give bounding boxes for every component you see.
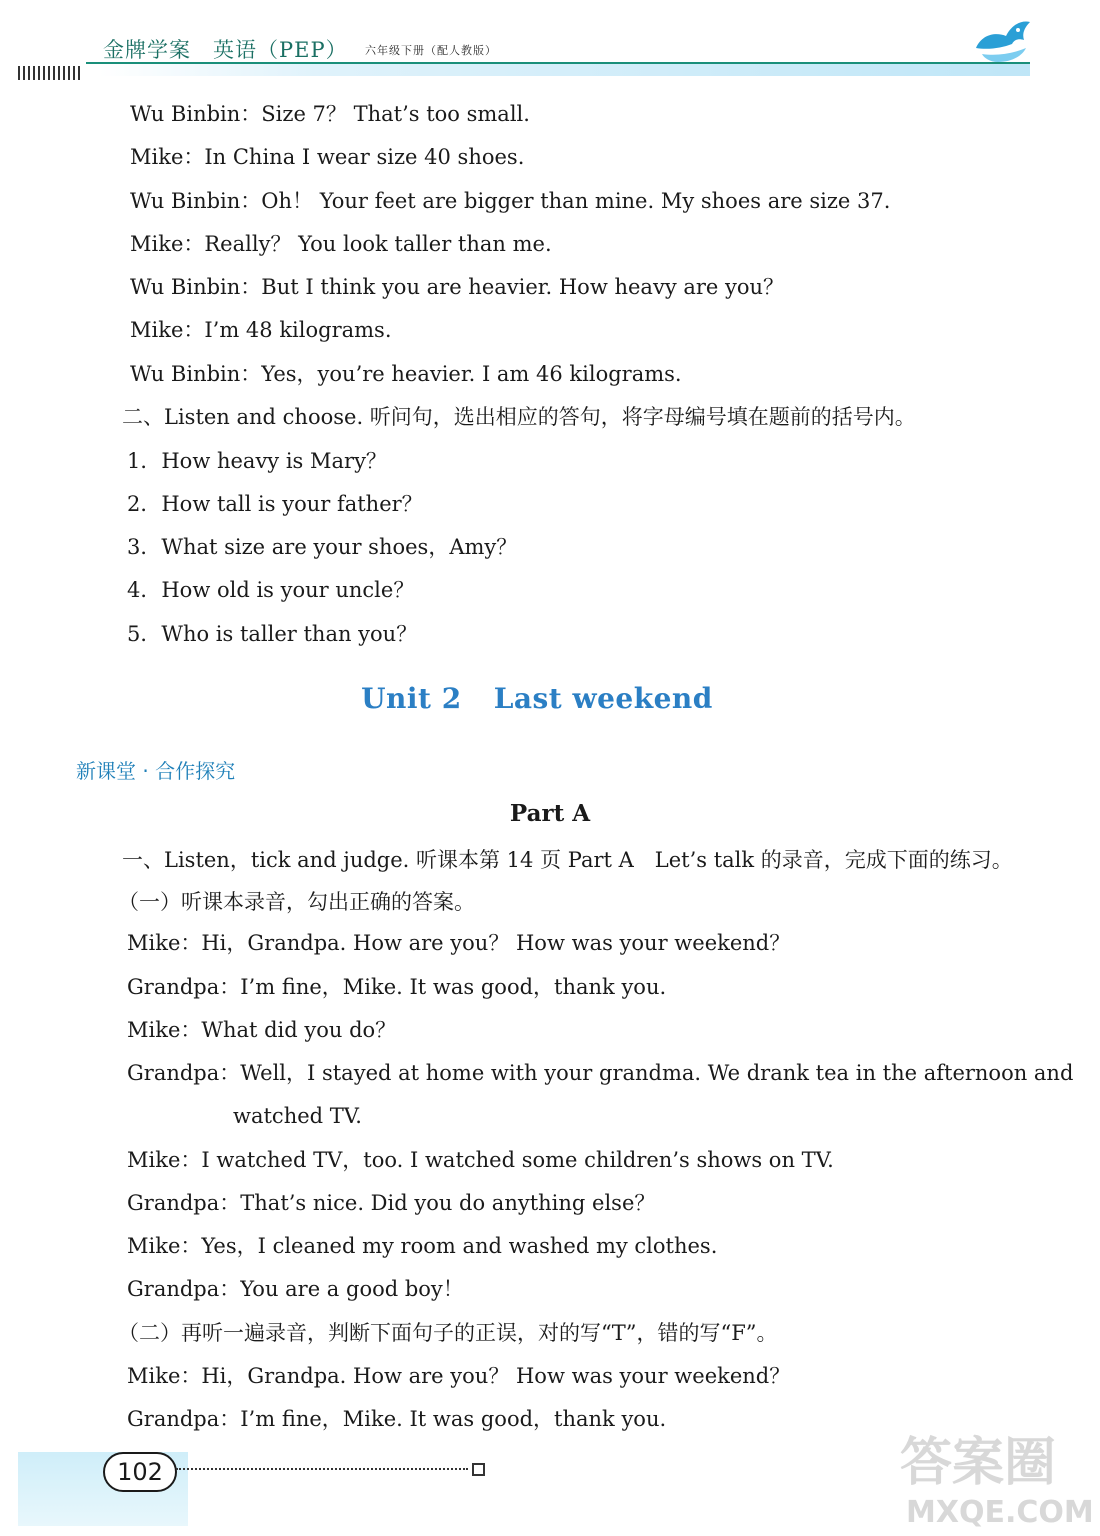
dialogue-line: Wu Binbin：Yes，you’re heavier. I am 46 kilograms. [130, 362, 682, 386]
dialogue-line: Wu Binbin：But I think you are heavier. How heavy are you？ [130, 275, 785, 299]
exercise-subheading: （二）再听一遍录音，判断下面句子的正误，对的写“T”，错的写“F”。 [118, 1321, 778, 1345]
section-heading: 二、Listen and choose. 听问句，选出相应的答句，将字母编号填在题前的括号内。 [122, 405, 916, 429]
question-item: 4．How old is your uncle？ [127, 578, 415, 602]
exercise-heading: 一、Listen，tick and judge. 听课本第 14 页 Part A Let’s talk 的录音，完成下面的练习。 [122, 848, 1013, 872]
page-header [0, 0, 1074, 90]
dialogue-line: Grandpa：I’m fine，Mike. It was good，thank you. [127, 1407, 667, 1431]
dialogue-line-continued: watched TV. [233, 1104, 362, 1128]
footer-dotted-rule [176, 1468, 468, 1470]
unit-number: Unit 2 [361, 682, 462, 715]
dialogue-line: Mike：I’m 48 kilograms. [130, 318, 392, 342]
part-title: Part A [509, 800, 591, 827]
dialogue-line: Grandpa：Well，I stayed at home with your grandma. We drank tea in the afternoon and [127, 1061, 1074, 1085]
dialogue-line: Wu Binbin：Oh！ Your feet are bigger than mine. My shoes are size 37. [130, 189, 891, 213]
watermark-text: 答案圈 [900, 1433, 1057, 1493]
dialogue-line: Mike：In China I wear size 40 shoes. [130, 145, 525, 169]
section-tag: 新课堂 · 合作探究 [76, 759, 236, 783]
unit-title [0, 682, 1074, 715]
footer-square-icon [472, 1463, 485, 1476]
book-title: 金牌学案 英语（PEP） [103, 38, 348, 62]
header-band [18, 62, 1030, 76]
watermark-url: MXQE.COM [906, 1495, 1094, 1530]
dialogue-line: Grandpa：That’s nice. Did you do anything else？ [127, 1191, 656, 1215]
question-item: 1．How heavy is Mary？ [127, 449, 387, 473]
dialogue-line: Mike：What did you do？ [127, 1018, 397, 1042]
question-item: 2．How tall is your father？ [127, 492, 423, 516]
dialogue-line: Mike：Hi，Grandpa. How are you？ How was your weekend？ [127, 931, 791, 955]
dialogue-line: Grandpa：You are a good boy！ [127, 1277, 464, 1301]
dialogue-line: Grandpa：I’m fine，Mike. It was good，thank you. [127, 975, 667, 999]
dolphin-logo-icon [972, 14, 1034, 66]
dialogue-line: Mike：Hi，Grandpa. How are you？ How was your weekend？ [127, 1364, 791, 1388]
dialogue-line: Mike：Really？ You look taller than me. [130, 232, 552, 256]
dialogue-line: Mike：Yes，I cleaned my room and washed my clothes. [127, 1234, 718, 1258]
dialogue-line: Wu Binbin：Size 7？ That’s too small. [130, 102, 530, 126]
question-item: 3．What size are your shoes，Amy？ [127, 535, 518, 559]
book-edition: 六年级下册（配人教版） [365, 44, 497, 57]
unit-name: Last weekend [493, 682, 713, 715]
question-item: 5．Who is taller than you？ [127, 622, 418, 646]
dialogue-line: Mike：I watched TV，too. I watched some children’s shows on TV. [127, 1148, 834, 1172]
page-number: 102 [103, 1452, 177, 1492]
barcode-decoration-icon [18, 66, 84, 80]
watermark-logo [870, 1420, 1094, 1530]
exercise-subheading: （一）听课本录音，勾出正确的答案。 [118, 890, 475, 914]
